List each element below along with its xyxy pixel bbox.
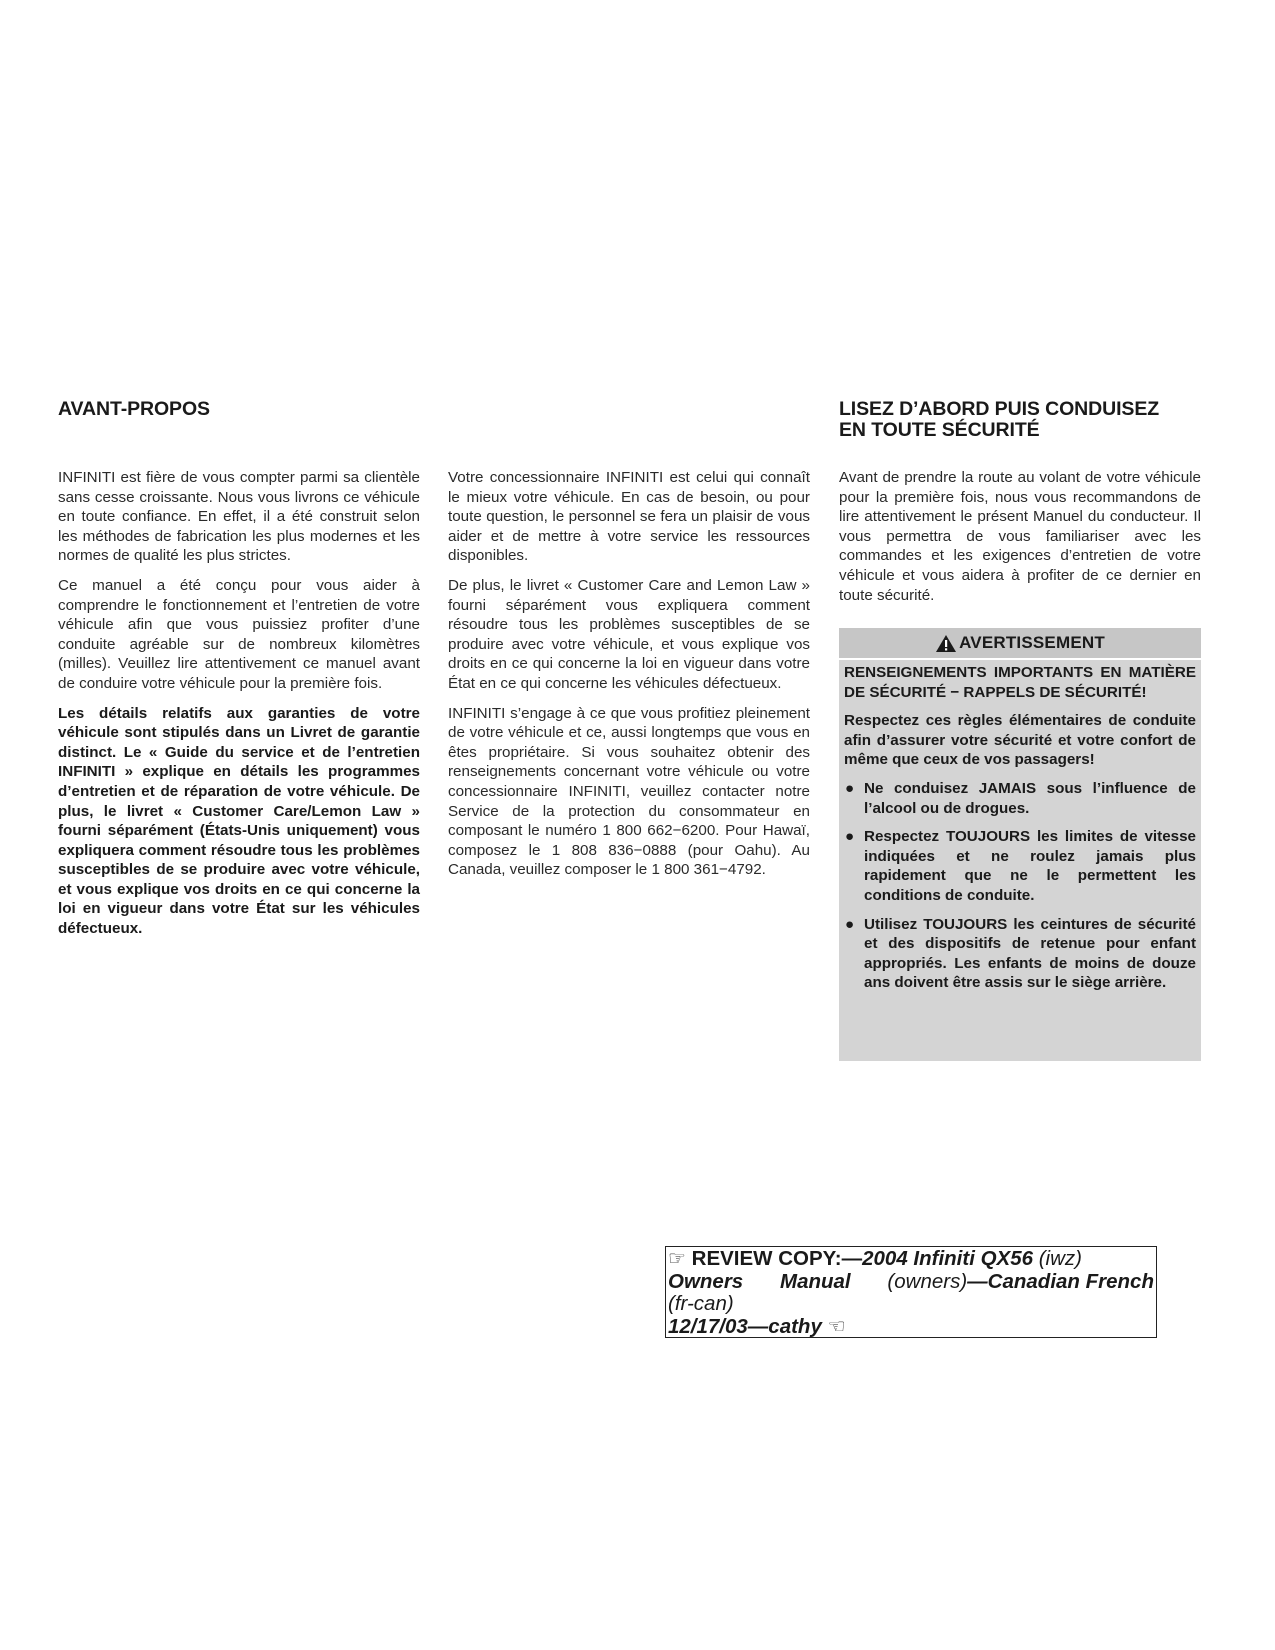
left-text-column (58, 468, 420, 949)
section-heading-lisez-dabord (839, 399, 1159, 441)
review-owners-paren: (owners) (887, 1269, 968, 1293)
list-item-text: Utilisez TOUJOURS les ceintures de sécurité et des dispositifs de retenue pour enfant appropriés. Les enfants de moins de douze ans doivent être assis sur le siège arrière. (864, 915, 1196, 992)
pointing-hand-left-icon: ☜ (827, 1315, 846, 1338)
review-line-3 (668, 1293, 1154, 1316)
warning-triangle-icon (935, 634, 957, 653)
bullet-icon: ● (845, 828, 855, 846)
review-code: (iwz) (1038, 1247, 1082, 1270)
review-line-2 (668, 1271, 1154, 1294)
review-title: 2004 Infiniti QX56 (862, 1247, 1034, 1270)
list-item (844, 915, 1196, 993)
warning-box (839, 628, 1201, 1061)
heading-line: EN TOUTE SÉCURITÉ (839, 419, 1040, 441)
review-label: REVIEW COPY:— (691, 1247, 863, 1270)
warning-title: AVERTISSEMENT (959, 633, 1105, 652)
review-language: —Canadian French (967, 1269, 1154, 1293)
middle-text-column (448, 468, 810, 890)
right-text-column (839, 468, 1201, 615)
warning-title-bar (839, 628, 1201, 658)
review-manual: Manual (780, 1269, 851, 1293)
warning-subtitle: RENSEIGNEMENTS IMPORTANTS EN MATIÈRE DE SÉCURITÉ − RAPPELS DE SÉCURITÉ! (844, 664, 1196, 701)
paragraph: INFINITI s’engage à ce que vous profitiez pleinement de votre véhicule et ce, aussi longtemps que vous en êtes propriétaire. Si vous souhaitez obtenir des renseignements concernant votre véhicule ou votre concessionnaire INFINITI, veuillez contacter notre Service de la protection du consommateur en composant le numéro 1 800 662−6200. Pour Hawaï, composez le 1 808 836−0888 (pour Oahu). Au Canada, veuillez composer le 1 800 361−4792. (448, 704, 810, 879)
review-line-4 (668, 1316, 1154, 1339)
paragraph: De plus, le livret « Customer Care and Lemon Law » fourni séparément vous expliquera comment résoudre tous les problèmes susceptibles de se produire avec votre véhicule, et vous explique vos droits en ce qui concerne la loi en vigueur dans votre État en ce qui concerne les véhicules défectueux. (448, 576, 810, 692)
review-date-author: 12/17/03—cathy (668, 1314, 822, 1338)
warning-intro: Respectez ces règles élémentaires de conduite afin d’assurer votre sécurité et votre confort de même que ceux de vos passagers! (844, 712, 1196, 769)
paragraph: INFINITI est fière de vous compter parmi sa clientèle sans cesse croissante. Nous vous livrons ce véhicule en toute confiance. En effet, il a été construit selon les méthodes de fabrication les plus modernes et les normes de qualité les plus strictes. (58, 469, 420, 565)
section-heading-avant-propos: AVANT-PROPOS (58, 398, 210, 420)
list-item (844, 779, 1196, 818)
review-line-1 (668, 1248, 1154, 1271)
heading-line: LISEZ D’ABORD PUIS CONDUISEZ (839, 398, 1160, 420)
pointing-hand-right-icon: ☞ (668, 1248, 686, 1270)
warranty-paragraph: Les détails relatifs aux garanties de votre véhicule sont stipulés dans un Livret de garantie distinct. Le « Guide du service et de l’entretien INFINITI » explique en détails les programmes d’entretien et de réparation de votre véhicule. De plus, le livret « Customer Care/Lemon Law » fourni séparément (États-Unis uniquement) vous expliquera comment résoudre tous les problèmes susceptibles de se produire avec votre véhicule, et vous explique vos droits en ce qui concerne la loi en vigueur dans votre État sur les véhicules défectueux. (58, 704, 420, 938)
paragraph: Votre concessionnaire INFINITI est celui qui connaît le mieux votre véhicule. En cas de besoin, ou pour toute question, le personnel se fera un plaisir de vous aider et de mettre à votre service les ressources disponibles. (448, 469, 810, 565)
paragraph: Avant de prendre la route au volant de votre véhicule pour la première fois, nous vous recommandons de lire attentivement le présent Manuel du conducteur. Il vous permettra de vous familiariser avec les commandes et les exigences d’entretien de votre véhicule et vous aidera à profiter de ce dernier en toute sécurité. (839, 469, 1201, 604)
paragraph: Ce manuel a été conçu pour vous aider à comprendre le fonctionnement et l’entretien de votre véhicule afin que vous puissiez profiter d’une conduite agréable sur de nombreux kilomètres (milles). Veuillez lire attentivement ce manuel avant de conduire votre véhicule pour la première fois. (58, 576, 420, 692)
bullet-icon: ● (845, 915, 855, 933)
bullet-icon: ● (845, 779, 855, 797)
list-item (844, 827, 1196, 905)
warning-body (839, 660, 1201, 993)
list-item-text: Ne conduisez JAMAIS sous l’influence de l’alcool ou de drogues. (864, 779, 1196, 817)
warning-list (844, 779, 1196, 993)
review-owners: Owners (668, 1269, 744, 1293)
list-item-text: Respectez TOUJOURS les limites de vitesse indiquées et ne roulez jamais plus rapidement que ne le permettent les conditions de conduite. (864, 828, 1196, 904)
review-locale: (fr-can) (668, 1292, 734, 1315)
review-copy-stamp (665, 1246, 1157, 1338)
